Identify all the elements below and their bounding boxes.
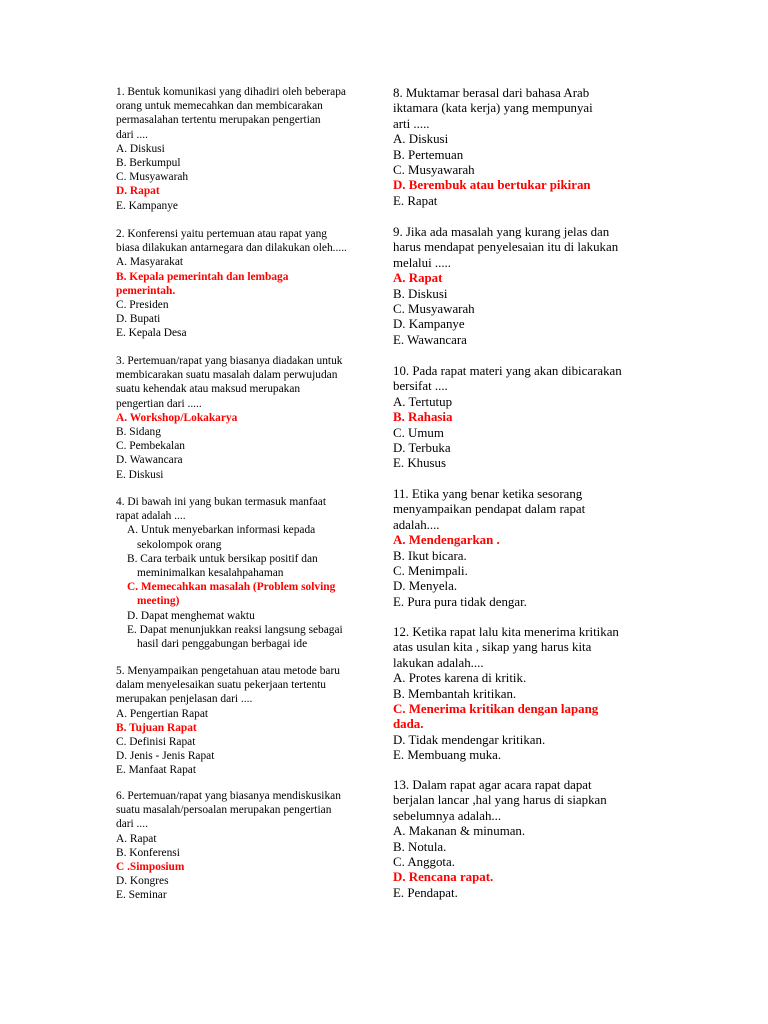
option-d: D. Dapat menghemat waktu [127,609,255,622]
option-e: E. Dapat menunjukkan reaksi langsung sebagai hasil dari penggabungan berbagai ide [127,623,343,651]
option-b: B. Berkumpul [116,157,181,170]
option-a-correct-answer: A. Workshop/Lokakarya [116,411,238,424]
option-a: A. Masyarakat [116,256,184,269]
option-b-correct-answer: B. Kepala pemerintah dan lembaga pemerintah. [116,270,289,297]
option-e: E. Seminar [116,889,167,902]
question-11 [393,487,655,610]
option-b: B. Pertemuan [393,147,464,162]
option-a: A. Untuk menyebarkan informasi kepada sekolompok orang [127,524,316,551]
question-text: 5. Menyampaikan pengetahuan atau metode baru dalam menyelesaikan suatu pekerjaan tertentu merupakan penjelasan dari .... [116,665,340,706]
option-b: B. Diskusi [393,286,448,301]
option-a-correct-answer: A. Rapat [393,271,443,286]
option-d: D. Jenis - Jenis Rapat [116,750,215,763]
option-c: C. Musyawarah [393,163,475,178]
option-d: D. Tidak mendengar kritikan. [393,732,546,747]
option-a: A. Diskusi [393,132,449,147]
option-e: E. Manfaat Rapat [116,764,197,777]
option-e: E. Pura pura tidak dengar. [393,594,527,609]
option-c: C. Menimpali. [393,564,468,579]
option-d: D. Kampanye [393,317,465,332]
option-c: C. Pembekalan [116,440,185,453]
question-13 [393,778,655,901]
option-b-correct-answer: B. Tujuan Rapat [116,721,197,734]
question-3 [116,354,378,482]
question-text: 6. Pertemuan/rapat yang biasanya mendiskusikan suatu masalah/persoalan merupakan pengertian dari .... [116,790,341,831]
option-d: D. Terbuka [393,441,451,456]
question-10 [393,364,655,472]
option-e: E. Rapat [393,193,438,208]
option-a: A. Pengertian Rapat [116,707,209,720]
option-b: B. Cara terbaik untuk bersikap positif dan meminimalkan kesalahpahaman [127,552,318,580]
option-e: E. Khusus [393,456,446,471]
question-5 [116,664,378,778]
question-1 [116,85,378,213]
option-c: C. Umum [393,425,444,440]
question-text: 8. Muktamar berasal dari bahasa Arab iktamara (kata kerja) yang mempunyai arti ..... [393,86,593,131]
option-d-correct-answer: D. Rencana rapat. [393,870,494,885]
option-e: E. Pendapat. [393,885,458,900]
question-2 [116,227,378,341]
question-6 [116,789,378,903]
question-9 [393,225,655,348]
question-4 [116,495,378,651]
question-12 [393,625,655,764]
option-c-correct-answer: C .Simposium [116,861,185,874]
option-a-correct-answer: A. Mendengarkan . [393,533,500,548]
option-e: E. Kepala Desa [116,327,187,340]
option-a: A. Diskusi [116,142,165,155]
option-b: B. Notula. [393,839,447,854]
question-text: 13. Dalam rapat agar acara rapat dapat berjalan lancar ,hal yang harus di siapkan sebelumnya adalah... [393,778,607,823]
option-e: E. Kampanye [116,199,178,212]
option-d-correct-answer: D. Berembuk atau bertukar pikiran [393,178,591,193]
option-c: C. Presiden [116,299,169,312]
question-text: 9. Jika ada masalah yang kurang jelas dan harus mendapat penyelesaian itu di lakukan melalui ..... [393,225,619,270]
option-d: D. Kongres [116,875,169,888]
option-d: D. Wawancara [116,454,183,467]
option-c-correct-answer: C. Memecahkan masalah (Problem solving meeting) [127,581,336,608]
option-a: A. Tertutup [393,394,453,409]
question-text: 11. Etika yang benar ketika sesorang menyampaikan pendapat dalam rapat adalah.... [393,487,586,532]
option-c: C. Definisi Rapat [116,736,196,749]
option-b: B. Sidang [116,426,161,439]
option-a: A. Protes karena di kritik. [393,671,527,686]
question-text: 12. Ketika rapat lalu kita menerima kritikan atas usulan kita , sikap yang harus kita lakukan adalah.... [393,625,619,670]
option-b: B. Konferensi [116,846,180,859]
option-e: E. Membuang muka. [393,748,502,763]
option-list [116,523,378,651]
option-b-correct-answer: B. Rahasia [393,410,453,425]
option-d-correct-answer: D. Rapat [116,185,160,198]
question-text: 2. Konferensi yaitu pertemuan atau rapat yang biasa dilakukan antarnegara dan dilakukan oleh..... [116,228,347,255]
question-text: 3. Pertemuan/rapat yang biasanya diadakan untuk membicarakan suatu masalah dalam perwujudan suatu kehendak atau maksud merupakan pengertian dari ..... [116,355,343,410]
option-e: E. Wawancara [393,332,467,347]
option-c: C. Musyawarah [393,302,475,317]
question-8 [393,86,655,209]
option-d: D. Bupati [116,313,161,326]
question-text: 1. Bentuk komunikasi yang dihadiri oleh beberapa orang untuk memecahkan dan membicarakan permasalahan tertentu merupakan pengertian dari .... [116,86,346,141]
option-c: C. Musyawarah [116,171,189,184]
option-e: E. Diskusi [116,468,164,481]
question-text: 4. Di bawah ini yang bukan termasuk manfaat rapat adalah .... [116,496,327,523]
option-b: B. Membantah kritikan. [393,686,517,701]
option-c-correct-answer: C. Menerima kritikan dengan lapang dada. [393,702,599,732]
option-a: A. Rapat [116,832,157,845]
option-a: A. Makanan & minuman. [393,824,526,839]
option-b: B. Ikut bicara. [393,548,467,563]
question-text: 10. Pada rapat materi yang akan dibicarakan bersifat .... [393,364,622,394]
option-c: C. Anggota. [393,855,455,870]
option-d: D. Menyela. [393,579,458,594]
